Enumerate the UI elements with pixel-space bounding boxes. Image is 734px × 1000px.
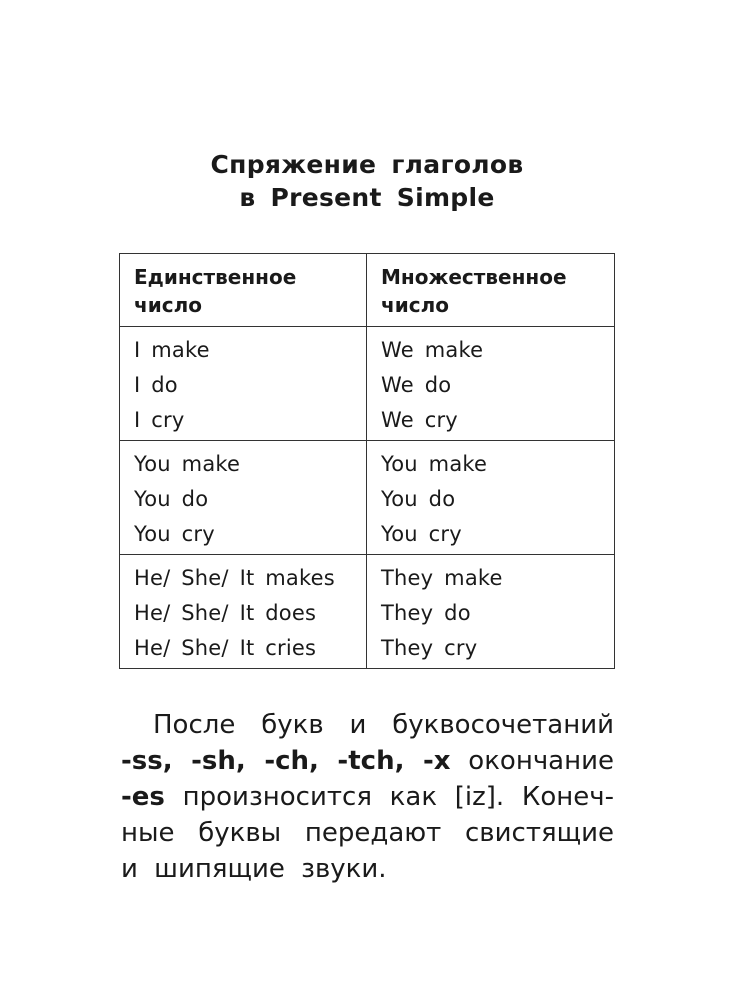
verb-form: I do <box>134 373 178 397</box>
table-header-row <box>120 254 615 327</box>
verb-form: We do <box>381 373 452 397</box>
cell-singular <box>120 327 367 441</box>
verb-form: You make <box>381 452 488 476</box>
cell-plural <box>367 327 615 441</box>
verb-form: We make <box>381 338 484 362</box>
header-plural-line-2: число <box>381 293 449 317</box>
header-plural <box>367 254 615 327</box>
verb-form: They cry <box>381 636 478 660</box>
conjugation-table <box>119 253 615 669</box>
title-line-1: Спряжение глаголов <box>210 150 524 179</box>
verb-form: You do <box>381 487 456 511</box>
cell-plural <box>367 441 615 555</box>
header-singular-line-2: число <box>134 293 202 317</box>
cell-plural <box>367 555 615 669</box>
paragraph-text: окончание <box>468 746 615 776</box>
paragraph-line-1: После букв и буквосочетаний <box>153 710 614 740</box>
paragraph-line-5: и шипящие звуки. <box>121 854 387 884</box>
cell-singular <box>120 441 367 555</box>
header-plural-line-1: Множественное <box>381 265 567 289</box>
explanation-paragraph <box>121 707 614 887</box>
verb-form: I make <box>134 338 210 362</box>
verb-form: You cry <box>381 522 462 546</box>
verb-form: He/ She/ It does <box>134 601 317 625</box>
cell-singular <box>120 555 367 669</box>
verb-form: They make <box>381 566 503 590</box>
paragraph-line-4: ные буквы передают свистящие <box>121 818 614 848</box>
verb-form: He/ She/ It makes <box>134 566 335 590</box>
suffix-es: -es <box>121 782 165 812</box>
header-singular-line-1: Единственное <box>134 265 297 289</box>
verb-form: You make <box>134 452 241 476</box>
header-singular <box>120 254 367 327</box>
table-row <box>120 555 615 669</box>
page-title <box>0 148 734 214</box>
title-line-2: в Present Simple <box>239 183 495 212</box>
verb-form: You cry <box>134 522 215 546</box>
paragraph-line-3 <box>121 779 614 815</box>
paragraph-line-2 <box>121 743 614 779</box>
paragraph-text: произносится как [iz]. Конеч- <box>182 782 614 812</box>
verb-form: He/ She/ It cries <box>134 636 317 660</box>
verb-form: We cry <box>381 408 458 432</box>
verb-form: They do <box>381 601 471 625</box>
verb-form: I cry <box>134 408 185 432</box>
suffix-list: -ss, -sh, -ch, -tch, -x <box>121 746 451 776</box>
table-row <box>120 327 615 441</box>
table-row <box>120 441 615 555</box>
verb-form: You do <box>134 487 209 511</box>
